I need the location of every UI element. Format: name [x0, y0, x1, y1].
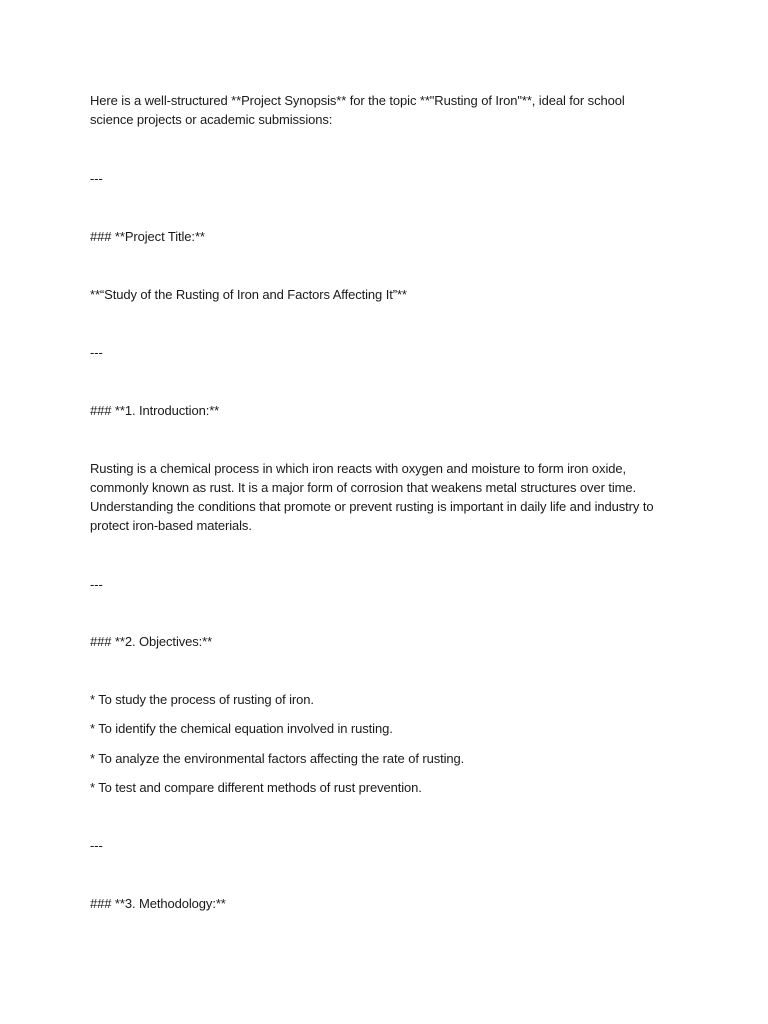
- objective-item: * To identify the chemical equation involved in rusting.: [90, 721, 393, 736]
- introduction-line: Understanding the conditions that promote or prevent rusting is important in daily life and industry to: [90, 499, 654, 514]
- introduction-line: Rusting is a chemical process in which iron reacts with oxygen and moisture to form iron oxide,: [90, 461, 627, 476]
- introduction-paragraph: [90, 459, 680, 535]
- objective-item: * To study the process of rusting of iron.: [90, 692, 314, 707]
- project-title-text: **“Study of the Rusting of Iron and Factors Affecting It”**: [90, 287, 407, 302]
- introduction-line: commonly known as rust. It is a major form of corrosion that weakens metal structures over time.: [90, 480, 636, 495]
- intro-line: science projects or academic submissions:: [90, 112, 333, 127]
- intro-line: Here is a well-structured **Project Synopsis** for the topic **"Rusting of Iron"**, ideal for school: [90, 93, 625, 108]
- introduction-heading: ### **1. Introduction:**: [90, 403, 220, 418]
- separator: ---: [90, 838, 103, 853]
- introduction-line: protect iron-based materials.: [90, 518, 252, 533]
- objective-item: * To analyze the environmental factors affecting the rate of rusting.: [90, 751, 465, 766]
- objectives-heading: ### **2. Objectives:**: [90, 634, 213, 649]
- separator: ---: [90, 577, 103, 592]
- separator: ---: [90, 345, 103, 360]
- separator: ---: [90, 171, 103, 186]
- project-title-heading: ### **Project Title:**: [90, 229, 205, 244]
- objective-item: * To test and compare different methods of rust prevention.: [90, 780, 422, 795]
- methodology-heading: ### **3. Methodology:**: [90, 896, 226, 911]
- intro-paragraph: [90, 91, 680, 129]
